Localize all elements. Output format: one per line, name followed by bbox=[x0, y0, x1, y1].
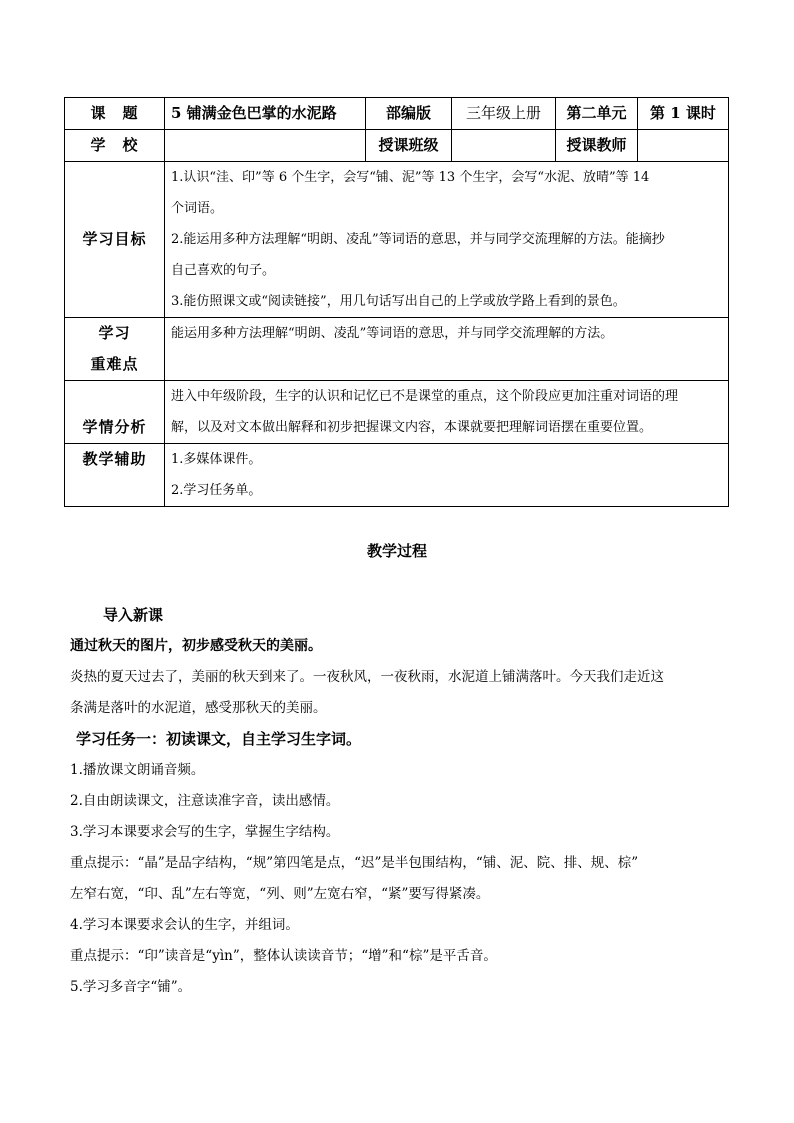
goal-line: 个词语。 bbox=[171, 201, 224, 216]
process-content bbox=[70, 600, 730, 1003]
class-value bbox=[452, 130, 556, 162]
analysis-line: 进入中年级阶段，生字的认识和记忆已不是课堂的重点，这个阶段应更加注重对词语的理 bbox=[171, 389, 679, 404]
teacher-label: 授课教师 bbox=[556, 130, 638, 162]
teacher-value bbox=[638, 130, 729, 162]
step-item: 3.学习本课要求会写的生字，掌握生字结构。 bbox=[70, 824, 340, 840]
lesson-label: 课 题 bbox=[65, 98, 165, 130]
table-row bbox=[65, 98, 729, 130]
aids-content bbox=[165, 444, 729, 507]
table-row bbox=[65, 162, 729, 318]
table-row bbox=[65, 444, 729, 507]
lesson-title: 5 铺满金色巴掌的水泥路 bbox=[165, 98, 366, 130]
task1-heading: 学习任务一：初读课文，自主学习生字词。 bbox=[76, 730, 362, 748]
key-label-line1: 学习 bbox=[98, 324, 131, 342]
goal-line: 1.认识“洼、印”等 6 个生字，会写“铺、泥”等 13 个生字，会写“水泥、放晴”等 14 bbox=[171, 170, 650, 185]
class-label: 授课班级 bbox=[366, 130, 452, 162]
analysis-content bbox=[165, 381, 729, 444]
intro-subheading: 通过秋天的图片，初步感受秋天的美丽。 bbox=[70, 638, 322, 654]
goals-content bbox=[165, 162, 729, 318]
table-row bbox=[65, 130, 729, 162]
unit: 第二单元 bbox=[556, 98, 638, 130]
analysis-line: 解，以及对文本做出解释和初步把握课文内容，本课就要把理解词语摆在重要位置。 bbox=[171, 420, 653, 435]
goals-label: 学习目标 bbox=[65, 162, 165, 318]
tip-line: 重点提示：“印”读音是“yìn”，整体认读读音节；“增”和“棕”是平舌音。 bbox=[70, 948, 497, 964]
table-row bbox=[65, 318, 729, 381]
key-points-content bbox=[165, 318, 729, 381]
step-item: 5.学习多音字“铺”。 bbox=[70, 979, 192, 995]
goal-line: 2.能运用多种方法理解“明朗、凌乱”等词语的意思，并与同学交流理解的方法。能摘抄 bbox=[171, 232, 665, 247]
edition: 部编版 bbox=[366, 98, 452, 130]
goal-line: 自己喜欢的句子。 bbox=[171, 263, 276, 278]
grade: 三年级上册 bbox=[452, 98, 556, 130]
table-row bbox=[65, 381, 729, 444]
step-item: 2.自由朗读课文，注意读准字音，读出感情。 bbox=[70, 793, 340, 809]
tip-line: 左窄右宽，“印、乱”左右等宽，“列、则”左宽右窄，“紧”要写得紧凑。 bbox=[70, 886, 490, 902]
key-label-line2: 重难点 bbox=[90, 355, 139, 373]
aids-label: 教学辅助 bbox=[65, 444, 165, 507]
intro-paragraph-line: 条满是落叶的水泥道，感受那秋天的美丽。 bbox=[70, 700, 327, 716]
key-points-label bbox=[65, 318, 165, 381]
tip-line: 重点提示：“晶”是品字结构，“规”第四笔是点，“迟”是半包围结构，“铺、泥、院、排、规、棕” bbox=[70, 855, 639, 871]
process-title: 教学过程 bbox=[366, 542, 427, 560]
aid-item: 2.学习任务单。 bbox=[171, 483, 262, 498]
lesson-info-table bbox=[64, 97, 729, 507]
intro-paragraph-line: 炎热的夏天过去了，美丽的秋天到来了。一夜秋风，一夜秋雨，水泥道上铺满落叶。今天我们走近这 bbox=[70, 669, 664, 685]
school-value bbox=[165, 130, 366, 162]
period: 第 1 课时 bbox=[638, 98, 729, 130]
step-item: 1.播放课文朗诵音频。 bbox=[70, 762, 205, 778]
key-points-text: 能运用多种方法理解“明朗、凌乱”等词语的意思，并与同学交流理解的方法。 bbox=[171, 326, 614, 341]
goal-line: 3.能仿照课文或“阅读链接”，用几句话写出自己的上学或放学路上看到的景色。 bbox=[171, 294, 626, 309]
aid-item: 1.多媒体课件。 bbox=[171, 452, 262, 467]
intro-heading: 导入新课 bbox=[103, 606, 164, 624]
school-label: 学 校 bbox=[65, 130, 165, 162]
step-item: 4.学习本课要求会认的生字，并组词。 bbox=[70, 917, 299, 933]
analysis-label: 学情分析 bbox=[65, 381, 165, 444]
